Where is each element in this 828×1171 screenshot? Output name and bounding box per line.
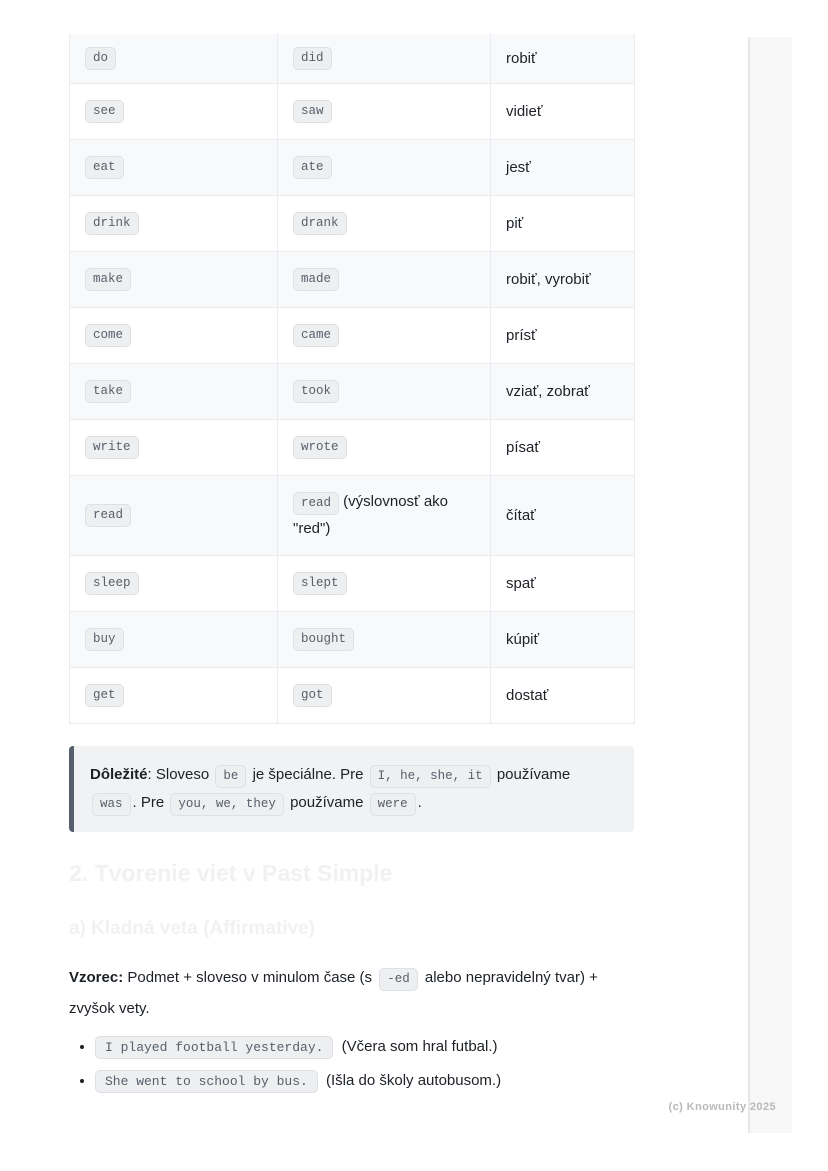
meaning-cell (491, 195, 635, 251)
table-row (70, 419, 635, 475)
example-item (95, 1064, 634, 1098)
text-segment: : Sloveso (147, 765, 214, 783)
past-verb-cell (278, 555, 491, 611)
base-verb-badge: buy (85, 628, 124, 651)
past-verb-badge: bought (293, 628, 354, 651)
example-item (95, 1030, 634, 1064)
table-row (70, 34, 635, 83)
bold-text: Vzorec: (69, 968, 124, 986)
past-verb-badge: got (293, 684, 332, 707)
base-verb-cell (70, 83, 278, 139)
table-row (70, 307, 635, 363)
meaning-text: kúpiť (506, 630, 540, 648)
base-verb-cell (70, 419, 278, 475)
meaning-text: robiť, vyrobiť (506, 270, 591, 288)
table-row (70, 363, 635, 419)
past-verb-cell (278, 307, 491, 363)
base-verb-cell (70, 667, 278, 723)
past-verb-badge: drank (293, 212, 347, 235)
meaning-text: čítať (506, 506, 536, 524)
base-verb-cell (70, 139, 278, 195)
text-segment: alebo nepravidelný tvar) + zvyšok vety. (69, 968, 598, 1017)
base-verb-badge: come (85, 324, 131, 347)
past-verb-badge: wrote (293, 436, 347, 459)
base-verb-badge: make (85, 268, 131, 291)
past-verb-cell (278, 475, 491, 555)
meaning-cell (491, 419, 635, 475)
past-verb-cell (278, 83, 491, 139)
example-code-badge: I played football yesterday. (95, 1036, 333, 1059)
past-verb-badge: ate (293, 156, 332, 179)
document-content (69, 34, 634, 1098)
text-segment: . Pre (132, 793, 169, 811)
meaning-text: vziať, zobrať (506, 382, 590, 400)
meaning-text: dostať (506, 686, 549, 704)
past-verb-badge: came (293, 324, 339, 347)
text-segment: Podmet + sloveso v minulom čase (s (123, 968, 377, 986)
meaning-cell (491, 363, 635, 419)
inline-code-badge: you, we, they (170, 793, 284, 816)
base-verb-badge: drink (85, 212, 139, 235)
table-row (70, 611, 635, 667)
section-heading-2: 2. Tvorenie viet v Past Simple (69, 859, 393, 886)
meaning-text: piť (506, 214, 524, 232)
table-row (70, 83, 635, 139)
meaning-cell (491, 555, 635, 611)
page-edge-strip (748, 37, 792, 1133)
past-verb-badge: read (293, 492, 339, 515)
base-verb-cell (70, 195, 278, 251)
base-verb-cell (70, 251, 278, 307)
base-verb-badge: read (85, 504, 131, 527)
meaning-cell (491, 83, 635, 139)
example-translation: (Včera som hral futbal.) (337, 1037, 498, 1055)
text-segment: používame (285, 793, 368, 811)
meaning-cell (491, 139, 635, 195)
copyright-watermark: (c) Knowunity 2025 (668, 1101, 776, 1113)
base-verb-badge: do (85, 47, 116, 70)
inline-code-badge: was (92, 793, 131, 816)
past-verb-cell (278, 611, 491, 667)
meaning-text: spať (506, 574, 536, 592)
meaning-text: jesť (506, 158, 531, 176)
table-row (70, 195, 635, 251)
past-verb-badge: slept (293, 572, 347, 595)
past-verb-cell (278, 419, 491, 475)
past-verb-note: (výslovnosť ako "red") (293, 493, 449, 537)
meaning-text: prísť (506, 326, 537, 344)
base-verb-cell (70, 363, 278, 419)
base-verb-cell (70, 611, 278, 667)
past-verb-cell (278, 251, 491, 307)
note-text (90, 761, 614, 817)
past-verb-badge: did (293, 47, 332, 70)
meaning-cell (491, 251, 635, 307)
meaning-cell (491, 34, 635, 83)
base-verb-cell (70, 555, 278, 611)
example-translation: (Išla do školy autobusom.) (321, 1071, 502, 1089)
base-verb-badge: sleep (85, 572, 139, 595)
inline-code-badge: be (215, 765, 246, 788)
table-row (70, 555, 635, 611)
meaning-cell (491, 307, 635, 363)
meaning-cell (491, 475, 635, 555)
past-verb-badge: saw (293, 100, 332, 123)
past-verb-cell (278, 139, 491, 195)
past-verb-cell (278, 363, 491, 419)
subsection-heading-affirmative: a) Kladná veta (Affirmative) (69, 917, 316, 939)
irregular-verbs-table (69, 34, 635, 724)
base-verb-cell (70, 307, 278, 363)
meaning-cell (491, 667, 635, 723)
table-row (70, 251, 635, 307)
verb-table-body (70, 34, 635, 723)
inline-code-badge: -ed (379, 968, 418, 991)
base-verb-badge: take (85, 380, 131, 403)
base-verb-badge: eat (85, 156, 124, 179)
base-verb-badge: write (85, 436, 139, 459)
inline-code-badge: were (370, 793, 416, 816)
base-verb-badge: get (85, 684, 124, 707)
text-segment: používame (492, 765, 571, 783)
past-verb-cell (278, 667, 491, 723)
meaning-text: robiť (506, 49, 537, 67)
table-row (70, 475, 635, 555)
important-note-box (69, 746, 634, 832)
past-verb-cell (278, 34, 491, 83)
example-list (69, 1030, 634, 1098)
past-verb-badge: took (293, 380, 339, 403)
table-row (70, 139, 635, 195)
text-segment: . (417, 793, 422, 811)
past-verb-badge: made (293, 268, 339, 291)
base-verb-cell (70, 34, 278, 83)
meaning-cell (491, 611, 635, 667)
formula-paragraph (69, 962, 634, 1024)
base-verb-cell (70, 475, 278, 555)
meaning-text: vidieť (506, 102, 543, 120)
meaning-text: písať (506, 438, 540, 456)
table-row (70, 667, 635, 723)
text-segment: je špeciálne. Pre (248, 765, 368, 783)
past-verb-cell (278, 195, 491, 251)
bold-text: Dôležité (90, 765, 148, 783)
example-code-badge: She went to school by bus. (95, 1070, 318, 1093)
inline-code-badge: I, he, she, it (370, 765, 491, 788)
base-verb-badge: see (85, 100, 124, 123)
